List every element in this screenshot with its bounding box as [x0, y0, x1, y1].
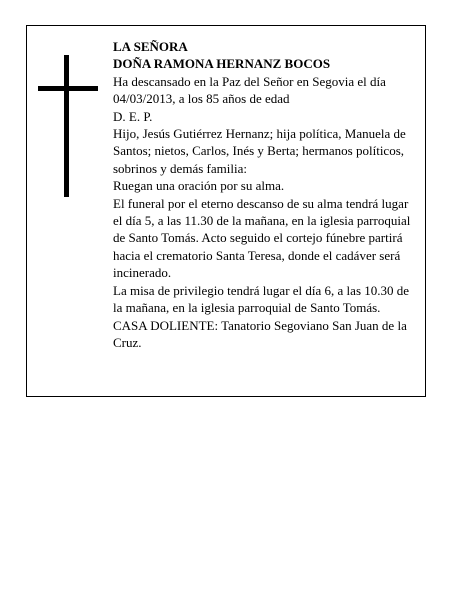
death-announcement: Ha descansado en la Paz del Señor en Segovia el día 04/03/2013, a los 85 años de edad	[113, 73, 386, 107]
mourning-house: CASA DOLIENTE: Tanatorio Segoviano San Juan de la Cruz.	[113, 317, 407, 350]
prayer-request: Ruegan una oración por su alma.	[113, 178, 285, 194]
funeral-details: El funeral por el eterno descanso de su alma tendrá lugar el día 5, a las 11.30 de la mañana, en la iglesia parroquial de Santo Tomás. Acto seguido el cortejo fúnebre partirá hacia el crematorio Santa Teresa, donde el cadáver será incinerado.	[113, 195, 411, 281]
rip-line: D. E. P.	[113, 108, 153, 124]
obituary-text	[113, 38, 418, 351]
cross-vertical-bar	[64, 55, 69, 197]
family-list: Hijo, Jesús Gutiérrez Hernanz; hija política, Manuela de Santos; nietos, Carlos, Inés y Berta; hermanos políticos, sobrinos y demás familia:	[113, 126, 406, 176]
cross-icon	[38, 55, 98, 197]
deceased-name: DOÑA RAMONA HERNANZ BOCOS	[113, 56, 331, 72]
mass-details: La misa de privilegio tendrá lugar el día 6, a las 10.30 de la mañana, en la iglesia parroquial de Santo Tomás.	[113, 282, 410, 316]
notice-title: LA SEÑORA	[113, 39, 188, 54]
cross-horizontal-bar	[38, 86, 98, 91]
